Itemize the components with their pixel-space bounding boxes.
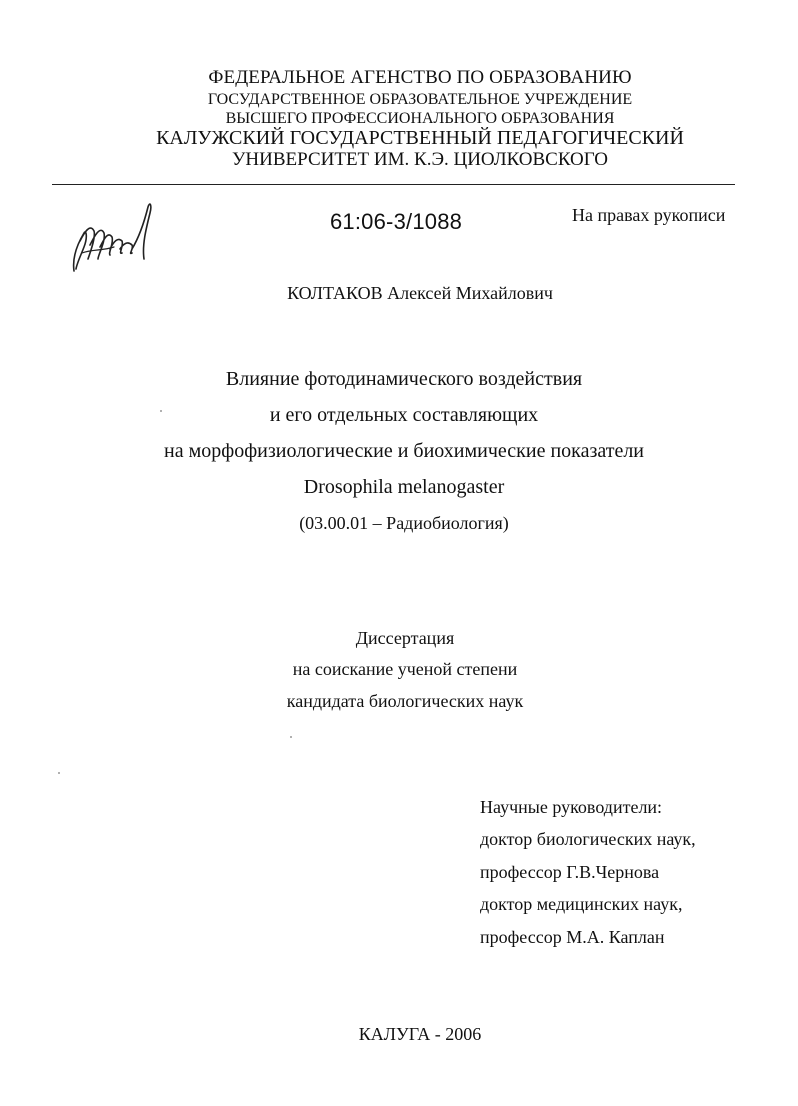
header-divider: [52, 184, 735, 185]
scan-speck: [290, 736, 292, 738]
city-year: КАЛУГА - 2006: [358, 1024, 482, 1044]
header-university-named-after: УНИВЕРСИТЕТ ИМ. К.Э. ЦИОЛКОВСКОГО: [231, 149, 609, 170]
dissertation-label: Диссертация: [355, 628, 455, 648]
specialty-code: (03.00.01 – Радиобиология): [299, 513, 509, 533]
supervisor-1-degree: доктор биологических наук,: [480, 829, 696, 849]
title-line-3: на морфофизиологические и биохимические показатели: [164, 440, 644, 462]
dissertation-degree-line: на соискание ученой степени: [292, 659, 518, 679]
supervisor-1-name: профессор Г.В.Чернова: [480, 862, 660, 882]
supervisor-2-degree: доктор медицинских наук,: [480, 894, 683, 914]
header-institution-type: ГОСУДАРСТВЕННОЕ ОБРАЗОВАТЕЛЬНОЕ УЧРЕЖДЕНИЕ: [207, 91, 633, 108]
header-university-name: КАЛУЖСКИЙ ГОСУДАРСТВЕННЫЙ ПЕДАГОГИЧЕСКИЙ: [156, 127, 684, 149]
signature-image: [62, 193, 162, 283]
header-agency: ФЕДЕРАЛЬНОЕ АГЕНСТВО ПО ОБРАЗОВАНИЮ: [208, 67, 632, 88]
author-name: КОЛТАКОВ Алексей Михайлович: [287, 283, 553, 303]
title-line-1: Влияние фотодинамического воздействия: [225, 368, 583, 390]
title-line-2: и его отдельных составляющих: [269, 404, 539, 426]
dissertation-field-line: кандидата биологических наук: [286, 691, 524, 711]
scan-speck: [160, 410, 162, 412]
supervisor-2-name: профессор М.А. Каплан: [480, 927, 665, 947]
scan-speck: [58, 772, 60, 774]
supervisors-heading: Научные руководители:: [480, 797, 663, 817]
header-education-level: ВЫСШЕГО ПРОФЕССИОНАЛЬНОГО ОБРАЗОВАНИЯ: [225, 110, 615, 127]
rights-note: На правах рукописи: [572, 205, 726, 225]
title-species: Drosophila melanogaster: [303, 476, 505, 498]
archive-number: 61:06-3/1088: [330, 209, 463, 234]
